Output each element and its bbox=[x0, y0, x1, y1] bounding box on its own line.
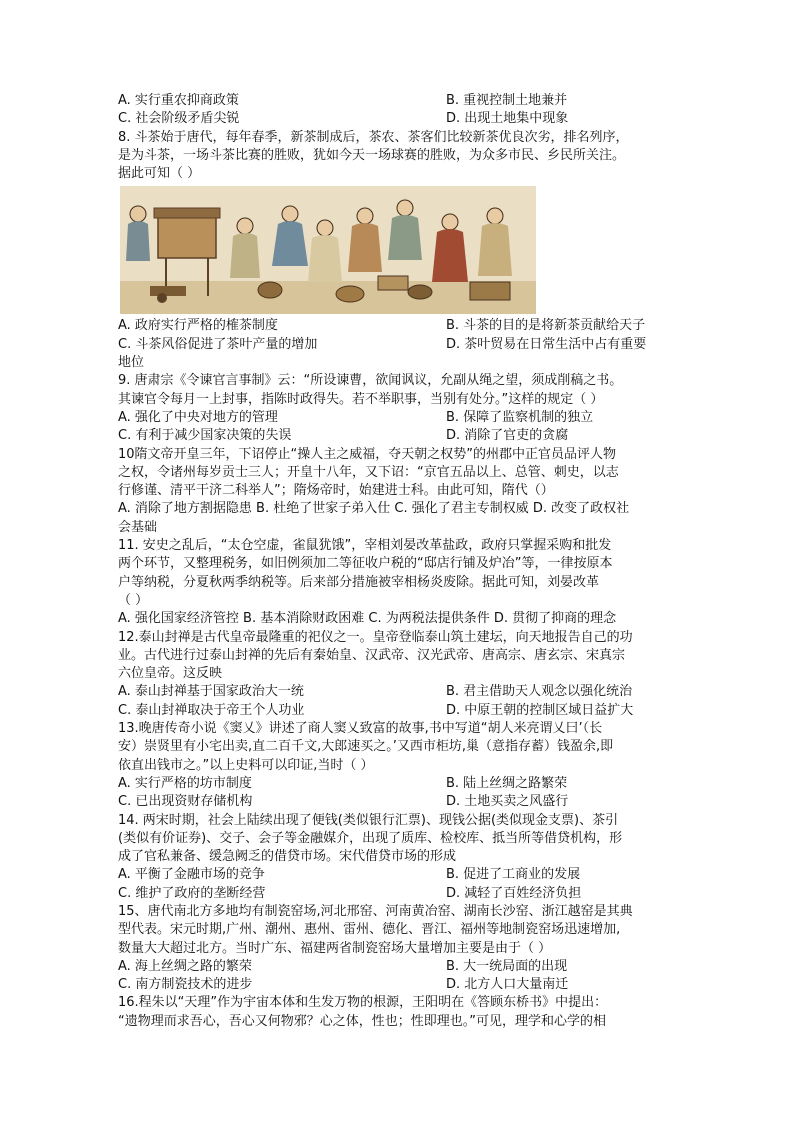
q12-options-row-2 bbox=[118, 702, 678, 720]
q14-option-b[interactable]: B. 促进了工商业的发展 bbox=[446, 867, 581, 883]
q13-stem-line: 依直出钱市之。”以上史料可以印证,当时（ ） bbox=[118, 757, 374, 773]
q9-options-row-1 bbox=[118, 409, 678, 427]
q8-option-d[interactable]: D. 茶叶贸易在日常生活中占有重要 bbox=[446, 336, 647, 352]
q13-option-b[interactable]: B. 陆上丝绸之路繁荣 bbox=[446, 775, 568, 791]
q15-stem-line: 型代表。宋元时期,广州、潮州、惠州、雷州、德化、晋江、福州等地制瓷窑场迅速增加, bbox=[118, 922, 621, 938]
q8-stem-line: 据此可知（ ） bbox=[118, 166, 201, 182]
tea-competition-painting bbox=[120, 186, 536, 314]
q10-options-line[interactable]: A. 消除了地方割据隐患 B. 杜绝了世家子弟入仕 C. 强化了君主专制权威 D. 改变了政权社 bbox=[118, 501, 630, 517]
q7-option-a[interactable]: A. 实行重农抑商政策 bbox=[118, 93, 239, 108]
q13-stem-line: 13.晚唐传奇小说《窦乂》讲述了商人窦乂致富的故事,书中写道“胡人米亮谓乂曰’（长 bbox=[118, 721, 603, 737]
q11-options-line[interactable]: A. 强化国家经济管控 B. 基本消除财政困难 C. 为两税法提供条件 D. 贯彻了抑商的理念 bbox=[118, 611, 617, 627]
q15-stem-line: 数量大大超过北方。当时广东、福建两省制瓷窑场大量增加主要是由于（ ） bbox=[118, 940, 552, 956]
q14-stem-line: 14. 两宋时期，社会上陆续出现了便钱(类似银行汇票)、现钱公据(类似现金支票)、茶引 bbox=[118, 812, 619, 828]
q11-line: （ ） bbox=[118, 592, 149, 608]
q8-options-row-1 bbox=[118, 317, 678, 335]
q8-stem-line: 是为斗茶，一场斗茶比赛的胜败，犹如今天一场球赛的胜败，为众多市民、乡民所关注。 bbox=[118, 147, 626, 163]
q8-option-d-continued: 地位 bbox=[118, 355, 145, 371]
q13-options-row-2 bbox=[118, 793, 678, 811]
q12-stem-line: 12.泰山封禅是古代皇帝最隆重的祀仪之一。皇帝登临泰山筑土建坛，向天地报告自己的功 bbox=[118, 629, 633, 645]
q10-line: 行修谨、清平干济二科举人”；隋炀帝时，始建进士科。由此可知，隋代（） bbox=[118, 483, 554, 499]
q12-stem-line: 六位皇帝。这反映 bbox=[118, 666, 223, 682]
q15-option-d[interactable]: D. 北方人口大量南迁 bbox=[446, 977, 569, 993]
q15-options-row-1 bbox=[118, 958, 678, 976]
q15-option-c[interactable]: C. 南方制瓷技术的进步 bbox=[118, 977, 253, 993]
q15-stem-line: 15、唐代南北方多地均有制瓷窑场,河北邢窑、河南黄冶窑、湖南长沙窑、浙江越窑是其典 bbox=[118, 903, 633, 919]
q11-line: 11. 安史之乱后，“太仓空虚，雀鼠犹饿”，宰相刘晏改革盐政，政府只掌握采购和批发 bbox=[118, 538, 612, 554]
q16-stem-line: “遗物理而求吾心，吾心又何物邪？心之体，性也；性即理也。”可见，理学和心学的相 bbox=[118, 1013, 606, 1029]
q9-option-a[interactable]: A. 强化了中央对地方的管理 bbox=[118, 409, 278, 425]
q8-option-c[interactable]: C. 斗茶风俗促进了茶叶产量的增加 bbox=[118, 336, 318, 352]
q14-option-a[interactable]: A. 平衡了金融市场的竞争 bbox=[118, 867, 265, 883]
q7-option-d[interactable]: D. 出现土地集中现象 bbox=[446, 111, 569, 127]
q9-stem-line: 9. 唐肃宗《令谏官言事制》云：“所设谏曹，欲闻讽议，允副从绳之望，须成削稿之书。 bbox=[118, 373, 623, 389]
q15-option-a[interactable]: A. 海上丝绸之路的繁荣 bbox=[118, 958, 252, 974]
painting-illustration bbox=[120, 186, 536, 314]
q14-options-row-2 bbox=[118, 885, 678, 903]
q12-option-c[interactable]: C. 泰山封禅取决于帝王个人功业 bbox=[118, 702, 305, 718]
q13-option-a[interactable]: A. 实行严格的坊市制度 bbox=[118, 775, 252, 791]
q13-option-c[interactable]: C. 已出现资财存储机构 bbox=[118, 794, 253, 810]
q14-options-row-1 bbox=[118, 866, 678, 884]
q11-line: 户等纳税，分夏秋两季纳税等。后来部分措施被宰相杨炎废除。据此可知，刘晏改革 bbox=[118, 574, 600, 590]
q10-line: 10隋文帝开皇三年，下诏停止“操人主之威福，夺天朝之权势”的州郡中正官员品评人物 bbox=[118, 446, 617, 462]
q14-stem-line: (类似有价证券)、交子、会子等金融媒介，出现了质库、检校库、抵当所等借贷机构，形 bbox=[118, 830, 623, 846]
q10-line: 会基础 bbox=[118, 519, 158, 535]
q11-line: 两个环节，又整理税务，如旧例须加二等征收户税的“邸店行铺及炉冶”等，一律按原本 bbox=[118, 556, 613, 572]
q13-options-row-1 bbox=[118, 775, 678, 793]
q16-stem-line: 16.程朱以“天理”作为宇宙本体和生发万物的根源，王阳明在《答顾东桥书》中提出： bbox=[118, 995, 608, 1011]
q7-options-row-1 bbox=[118, 92, 678, 110]
q13-option-d[interactable]: D. 土地买卖之风盛行 bbox=[446, 794, 569, 810]
q7-option-b[interactable]: B. 重视控制土地兼并 bbox=[446, 93, 568, 108]
q9-option-c[interactable]: C. 有利于减少国家决策的失误 bbox=[118, 428, 292, 444]
q15-options-row-2 bbox=[118, 976, 678, 994]
q13-stem-line: 安）崇贤里有小宅出卖,直二百千文,大郎速买之。’又西市柜坊,巢（意指存蓄）钱盈余,即 bbox=[118, 739, 614, 755]
q10-line: 之权，令诸州每岁贡士三人；开皇十八年，又下诏：“京官五品以上、总管、刺史，以志 bbox=[118, 464, 619, 480]
q8-stem-line: 8. 斗茶始于唐代，每年春季，新茶制成后，茶农、茶客们比较新茶优良次劣，排名列序， bbox=[118, 129, 629, 145]
q15-option-b[interactable]: B. 大一统局面的出现 bbox=[446, 958, 568, 974]
q8-option-a[interactable]: A. 政府实行严格的榷茶制度 bbox=[118, 318, 278, 334]
q12-option-d[interactable]: D. 中原王朝的控制区域日益扩大 bbox=[446, 702, 634, 718]
q14-option-d[interactable]: D. 减轻了百姓经济负担 bbox=[446, 885, 582, 901]
q9-options-row-2 bbox=[118, 427, 678, 445]
q7-options-row-2 bbox=[118, 110, 678, 128]
q12-option-a[interactable]: A. 泰山封禅基于国家政治大一统 bbox=[118, 684, 304, 700]
q8-option-b[interactable]: B. 斗茶的目的是将新茶贡献给天子 bbox=[446, 318, 646, 334]
q9-stem-line: 其谏官令每月一上封事，指陈时政得失。若不举职事，当别有处分。”这样的规定（ ） bbox=[118, 391, 604, 407]
q8-options-row-2 bbox=[118, 336, 678, 354]
q14-option-c[interactable]: C. 维护了政府的垄断经营 bbox=[118, 885, 266, 901]
q9-option-b[interactable]: B. 保障了监察机制的独立 bbox=[446, 409, 594, 425]
q9-option-d[interactable]: D. 消除了官吏的贪腐 bbox=[446, 428, 569, 444]
exam-page bbox=[118, 92, 678, 1031]
q12-stem-line: 业。古代进行过泰山封禅的先后有秦始皇、汉武帝、汉光武帝、唐高宗、唐玄宗、宋真宗 bbox=[118, 647, 626, 663]
q7-option-c[interactable]: C. 社会阶级矛盾尖锐 bbox=[118, 111, 240, 127]
q12-options-row-1 bbox=[118, 683, 678, 701]
q12-option-b[interactable]: B. 君主借助天人观念以强化统治 bbox=[446, 684, 633, 700]
q14-stem-line: 成了官私兼备、缓急阙乏的借贷市场。宋代借贷市场的形成 bbox=[118, 849, 457, 865]
